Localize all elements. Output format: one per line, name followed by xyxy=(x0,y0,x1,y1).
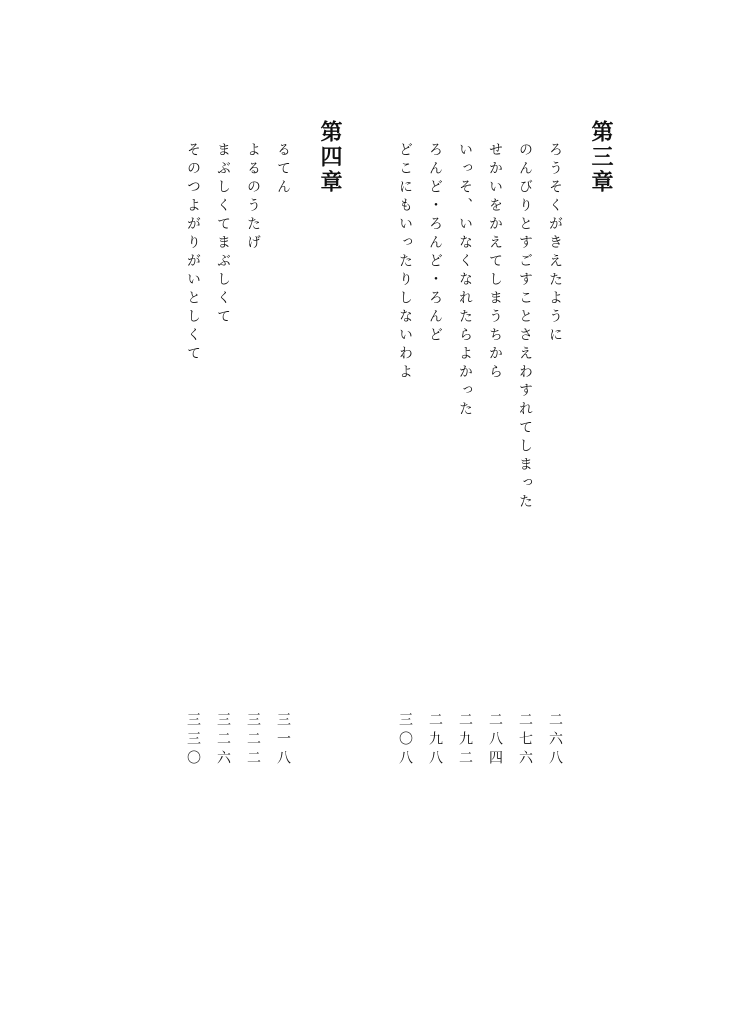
chapter-3-entry-2-title[interactable]: のんびりとすごすことさえわすれてしまった xyxy=(517,142,533,512)
chapter-3-entry-2-page[interactable]: 二七六 xyxy=(517,712,533,769)
chapter-3-entry-4-page[interactable]: 二九二 xyxy=(457,712,473,769)
chapter-4-entry-1-title[interactable]: るてん xyxy=(275,142,291,198)
chapter-4-entry-2-page[interactable]: 三二二 xyxy=(245,712,261,769)
chapter-3-entry-6-title[interactable]: どこにもいったりしないわよ xyxy=(397,142,413,383)
chapter-3-heading: 第三章 xyxy=(588,120,613,195)
chapter-3-entry-4-title[interactable]: いっそ、いなくなれたらよかった xyxy=(457,142,473,420)
chapter-3-entry-5-page[interactable]: 二九八 xyxy=(427,712,443,769)
chapter-3-entry-5-title[interactable]: ろんど・ろんど・ろんど xyxy=(427,142,443,346)
chapter-4-entry-3-title[interactable]: まぶしくてまぶしくて xyxy=(215,142,231,327)
chapter-4-entry-3-page[interactable]: 三二六 xyxy=(215,712,231,769)
chapter-4-entry-2-title[interactable]: よるのうたげ xyxy=(245,142,261,253)
chapter-4-entry-4-title[interactable]: そのつよがりがいとしくて xyxy=(185,142,201,364)
chapter-3-entry-1-title[interactable]: ろうそくがきえたように xyxy=(547,142,563,346)
chapter-4-entry-4-page[interactable]: 三三〇 xyxy=(185,712,201,769)
chapter-3-entry-3-title[interactable]: せかいをかえてしまうちから xyxy=(487,142,503,383)
chapter-4-entry-1-page[interactable]: 三一八 xyxy=(275,712,291,769)
chapter-3-entry-1-page[interactable]: 二六八 xyxy=(547,712,563,769)
chapter-4-heading: 第四章 xyxy=(317,120,342,195)
chapter-3-entry-6-page[interactable]: 三〇八 xyxy=(397,712,413,769)
chapter-3-entry-3-page[interactable]: 二八四 xyxy=(487,712,503,769)
